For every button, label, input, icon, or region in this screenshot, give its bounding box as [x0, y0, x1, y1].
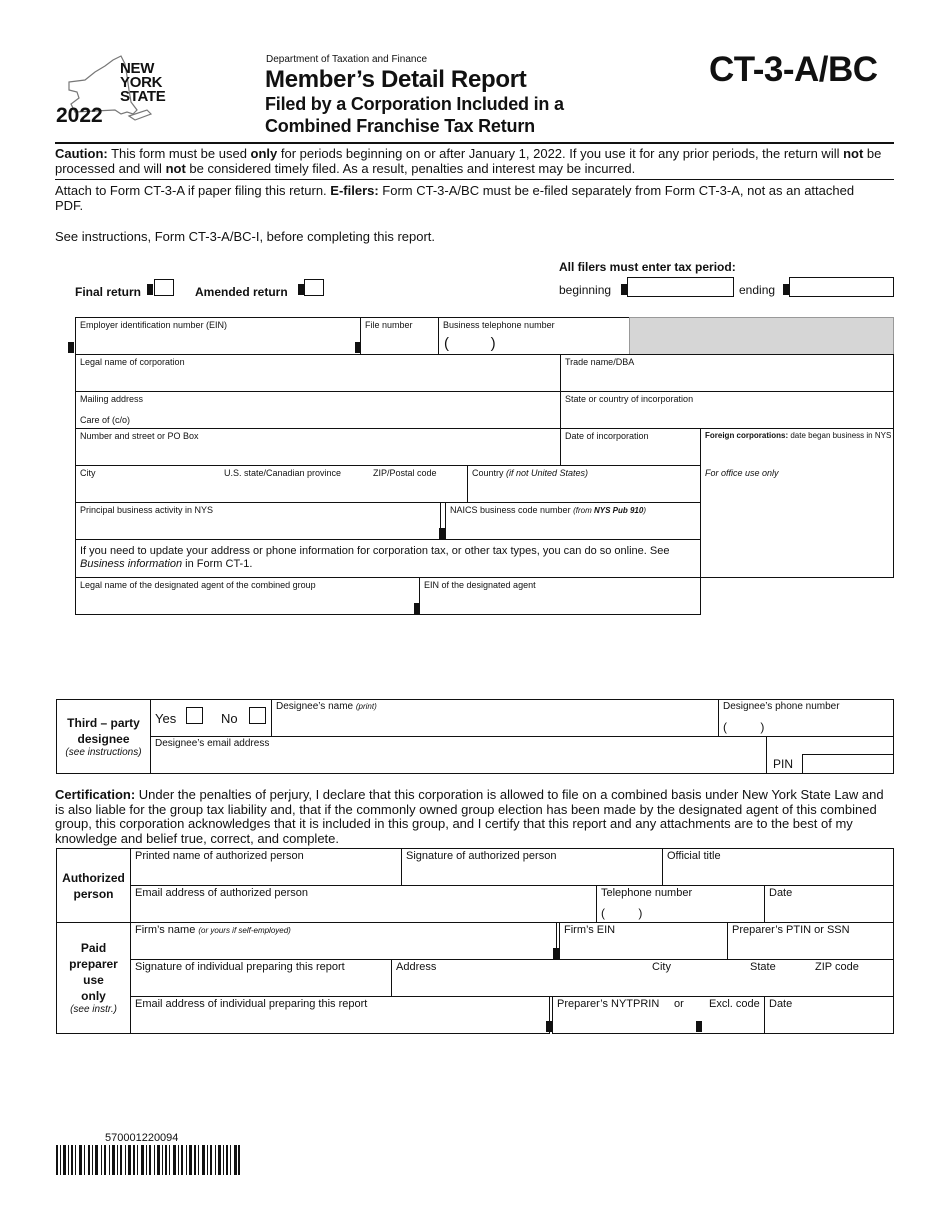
final-return-checkbox[interactable] [154, 279, 174, 296]
nys-logo [55, 54, 175, 129]
authorized-date-field[interactable]: Date [764, 885, 894, 923]
form-number: CT-3-A/BC [709, 50, 878, 89]
ein-field[interactable]: Employer identification number (EIN) [75, 317, 361, 355]
preparer-nytprin-field[interactable]: Preparer’s NYTPRIN or Excl. code [552, 996, 765, 1034]
designee-email-field[interactable]: Designee’s email address [150, 736, 767, 774]
mailing-address-field[interactable]: Mailing address Care of (c/o) [75, 391, 561, 429]
final-return-label: Final return [75, 285, 142, 299]
tax-period-label: All filers must enter tax period: [559, 260, 736, 274]
certification-text: Certification: Under the penalties of perjury, I declare that this corporation is allowed to file on a combined basis under New York State Law and is also liable for the group tax liability and, that if the commonly owned group election has been made by the designated agent of this combined group, this corporation acknowledges that it is included in this group, and I certify that this report and any attachments are to the best of my knowledge and belief true, correct, and complete. [55, 787, 884, 846]
legal-name-field[interactable]: Legal name of corporation [75, 354, 561, 392]
caution-notice: Caution: This form must be used only for periods beginning on or after January 1, 2022. If you use it for any prior periods, the return will not be processed and will not be considered timely filed. As a result, penalties and interest may be incurred. [55, 146, 882, 176]
tax-year: 2022 [56, 104, 103, 127]
country-field[interactable]: Country (if not United States) [467, 465, 701, 503]
form-subtitle-2: Combined Franchise Tax Return [265, 116, 535, 136]
preparer-signature-field[interactable]: Signature of individual preparing this report [130, 959, 392, 997]
principal-activity-field[interactable]: Principal business activity in NYS [75, 502, 441, 540]
ein-marker [68, 342, 74, 353]
state-word-state: STATE [120, 88, 166, 105]
designated-agent-ein-field[interactable]: EIN of the designated agent [419, 577, 701, 615]
beginning-label: beginning [559, 283, 612, 297]
file-number-field[interactable]: File number [360, 317, 439, 355]
authorized-printed-name-field[interactable]: Printed name of authorized person [130, 848, 402, 886]
authorized-person-label: Authorized person [56, 848, 131, 923]
preparer-email-field[interactable]: Email address of individual preparing this report [130, 996, 550, 1034]
barcode-icon [56, 1145, 240, 1175]
designated-agent-name-field[interactable]: Legal name of the designated agent of the combined group [75, 577, 420, 615]
shaded-area [629, 317, 894, 355]
amended-return-label: Amended return [195, 285, 288, 299]
caution-rule [55, 179, 894, 180]
preparer-ptin-field[interactable]: Preparer’s PTIN or SSN [727, 922, 894, 960]
authorized-email-field[interactable]: Email address of authorized person [130, 885, 597, 923]
authorized-official-title-field[interactable]: Official title [662, 848, 894, 886]
state-word-new: NEW [120, 60, 155, 77]
see-instructions: See instructions, Form CT-3-A/BC-I, before completing this report. [55, 229, 436, 244]
city-state-zip-field[interactable]: City U.S. state/Canadian province ZIP/Postal code [75, 465, 468, 503]
authorized-signature-field[interactable]: Signature of authorized person [401, 848, 663, 886]
excl-code-marker [696, 1021, 702, 1032]
foreign-corp-date-field[interactable]: Foreign corporations: date began business in NYS [700, 428, 894, 466]
street-field[interactable]: Number and street or PO Box [75, 428, 561, 466]
business-phone-field[interactable]: Business telephone number ( ) [438, 317, 630, 355]
header-rule [55, 142, 894, 144]
state-word-york: YORK [120, 74, 163, 91]
designee-no-checkbox[interactable] [249, 707, 266, 724]
amended-return-checkbox[interactable] [304, 279, 324, 296]
designee-pin-input[interactable] [802, 754, 894, 774]
naics-code-field[interactable]: NAICS business code number (from NYS Pub 910) [445, 502, 701, 540]
designee-yes-no-area: Yes No [150, 699, 272, 737]
preparer-address-field[interactable]: Address City State ZIP code [391, 959, 894, 997]
paid-preparer-label: Paid preparer use only (see instr.) [56, 922, 131, 1034]
tax-period-ending-input[interactable] [789, 277, 894, 297]
office-use-box: For office use only [700, 465, 894, 578]
third-party-designee-label: Third – party designee (see instructions) [56, 699, 151, 774]
designee-pin-area: PIN [766, 736, 894, 774]
department-name: Department of Taxation and Finance [266, 54, 428, 65]
final-return-marker [147, 284, 153, 295]
barcode-number: 570001220094 [105, 1132, 179, 1144]
authorized-telephone-field[interactable]: Telephone number ( ) [596, 885, 765, 923]
state-country-incorp-field[interactable]: State or country of incorporation [560, 391, 894, 429]
form-title: Member’s Detail Report [265, 66, 527, 93]
date-incorporation-field[interactable]: Date of incorporation [560, 428, 701, 466]
designee-phone-field[interactable]: Designee’s phone number ( ) [718, 699, 894, 737]
form-subtitle-1: Filed by a Corporation Included in a [265, 94, 564, 114]
designee-yes-checkbox[interactable] [186, 707, 203, 724]
designee-name-field[interactable]: Designee’s name (print) [271, 699, 719, 737]
update-info-notice: If you need to update your address or phone information for corporation tax, or other tax types, you can do so online. See Business information in Form CT-1. [75, 539, 701, 578]
preparer-firm-ein-field[interactable]: Firm’s EIN [559, 922, 728, 960]
preparer-date-field[interactable]: Date [764, 996, 894, 1034]
attach-notice: Attach to Form CT-3-A if paper filing this return. E-filers: Form CT-3-A/BC must be e-filed separately from Form CT-3-A, not as an attached PDF. [55, 183, 855, 213]
ending-label: ending [739, 283, 776, 297]
tax-period-beginning-input[interactable] [627, 277, 734, 297]
trade-name-field[interactable]: Trade name/DBA [560, 354, 894, 392]
preparer-firm-name-field[interactable]: Firm’s name (or yours if self-employed) [130, 922, 557, 960]
